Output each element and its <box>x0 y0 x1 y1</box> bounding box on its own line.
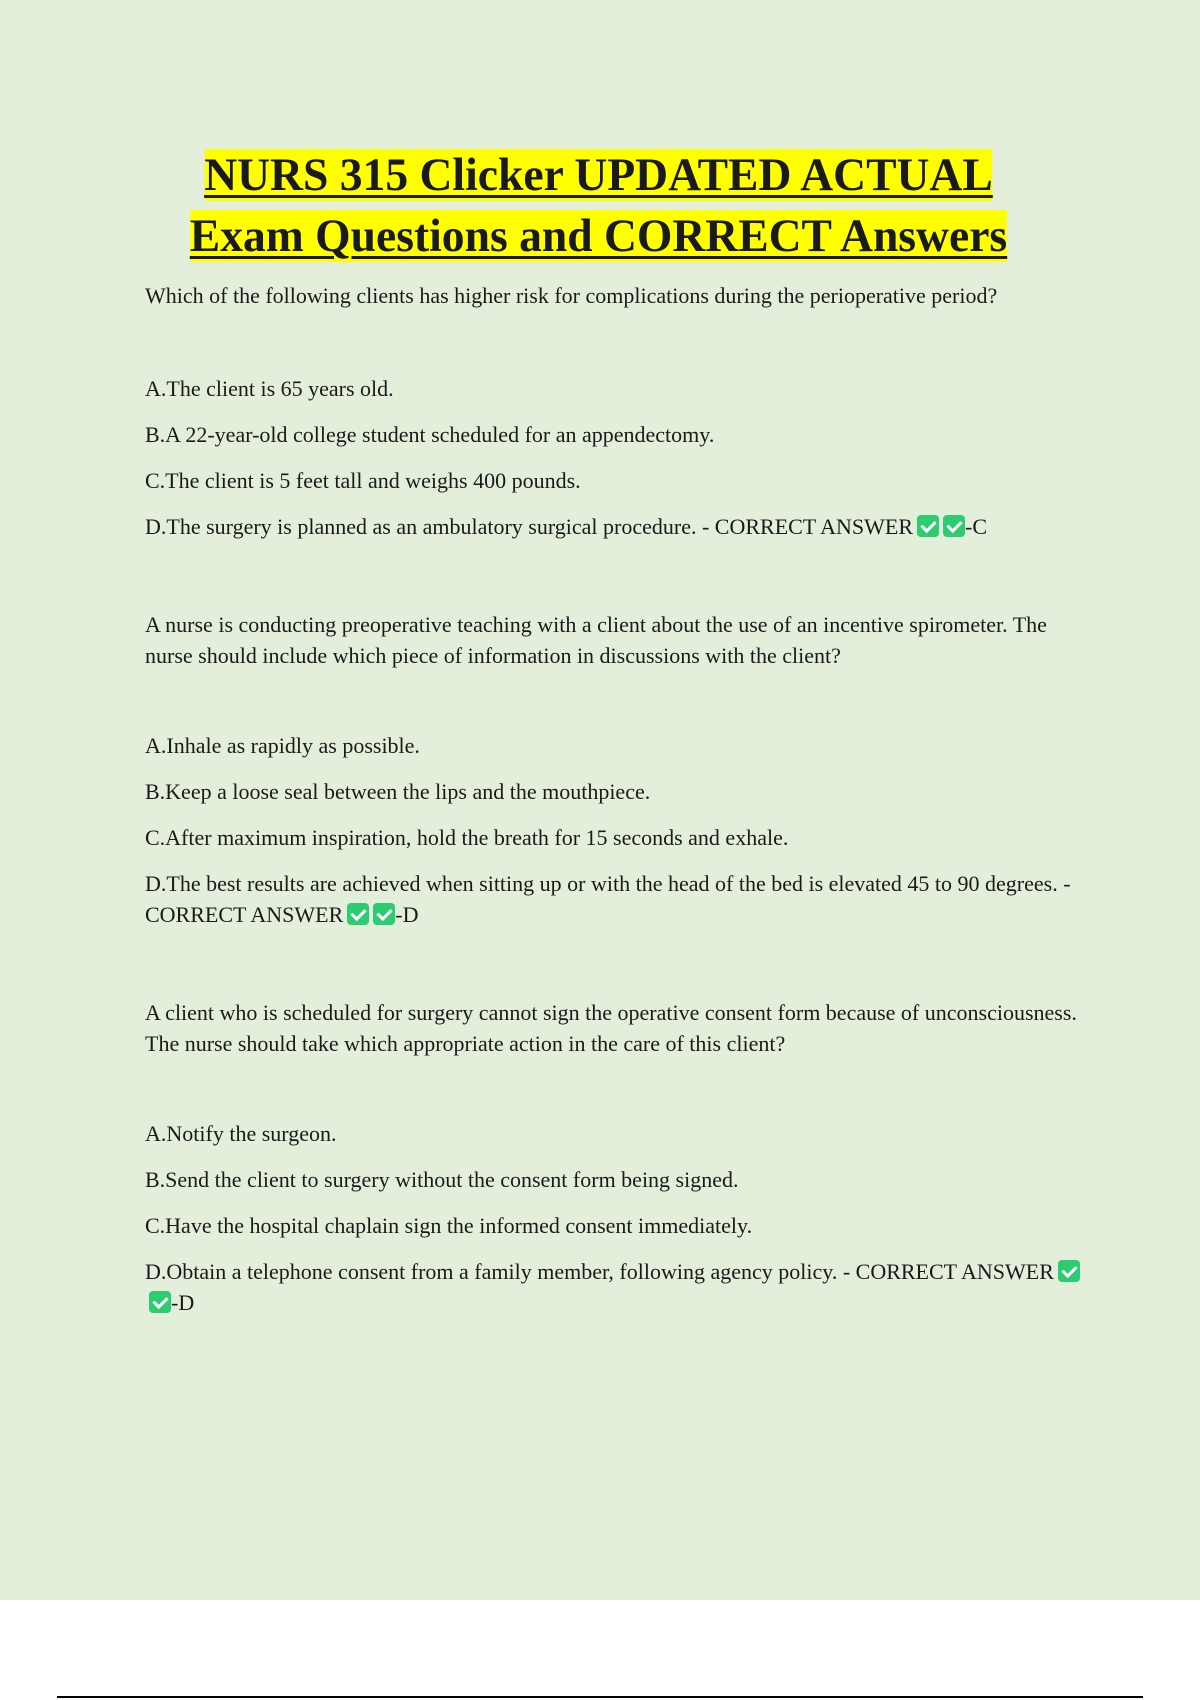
question-2 <box>145 609 1085 930</box>
title-line-2: Exam Questions and CORRECT Answers <box>189 210 1008 262</box>
question-text: Which of the following clients has higher risk for complications during the perioperative period? <box>145 283 998 308</box>
option-b: B.A 22-year-old college student scheduled for an appendectomy. <box>145 422 715 447</box>
answer-letter: -D <box>171 1290 195 1315</box>
question-1 <box>145 280 1085 542</box>
option-d <box>145 868 1085 930</box>
option-d <box>145 1256 1085 1318</box>
option-c: C.After maximum inspiration, hold the breath for 15 seconds and exhale. <box>145 825 789 850</box>
question-text: A nurse is conducting preoperative teaching with a client about the use of an incentive spirometer. The nurse should include which piece of information in discussions with the client? <box>145 612 1047 668</box>
option-d-text: D.The best results are achieved when sitting up or with the head of the bed is elevated 45 to 90 degrees. - CORRECT ANSWER <box>145 871 1071 927</box>
question-3 <box>145 997 1085 1318</box>
question-text: A client who is scheduled for surgery cannot sign the operative consent form because of unconsciousness. The nurse should take which appropriate action in the care of this client? <box>145 1000 1077 1056</box>
option-d-text: D.The surgery is planned as an ambulatory surgical procedure. - CORRECT ANSWER <box>145 514 914 539</box>
option-b: B.Send the client to surgery without the consent form being signed. <box>145 1167 739 1192</box>
option-d-text: D.Obtain a telephone consent from a family member, following agency policy. - CORRECT ANSWER <box>145 1259 1054 1284</box>
answer-letter: -C <box>965 514 988 539</box>
title-line-1: NURS 315 Clicker UPDATED ACTUAL <box>204 149 993 201</box>
check-mark-icon <box>1058 1260 1080 1282</box>
document-title <box>0 145 1197 267</box>
check-mark-icon <box>373 903 395 925</box>
option-b: B.Keep a loose seal between the lips and the mouthpiece. <box>145 779 651 804</box>
check-mark-icon <box>917 515 939 537</box>
option-a: A.The client is 65 years old. <box>145 376 394 401</box>
check-mark-icon <box>943 515 965 537</box>
check-mark-icon <box>149 1291 171 1313</box>
option-c: C.Have the hospital chaplain sign the informed consent immediately. <box>145 1213 753 1238</box>
check-mark-icon <box>347 903 369 925</box>
option-d <box>145 511 1085 542</box>
option-a: A.Notify the surgeon. <box>145 1121 337 1146</box>
option-c: C.The client is 5 feet tall and weighs 400 pounds. <box>145 468 581 493</box>
option-a: A.Inhale as rapidly as possible. <box>145 733 420 758</box>
answer-letter: -D <box>395 902 419 927</box>
footer-divider <box>57 1696 1143 1698</box>
